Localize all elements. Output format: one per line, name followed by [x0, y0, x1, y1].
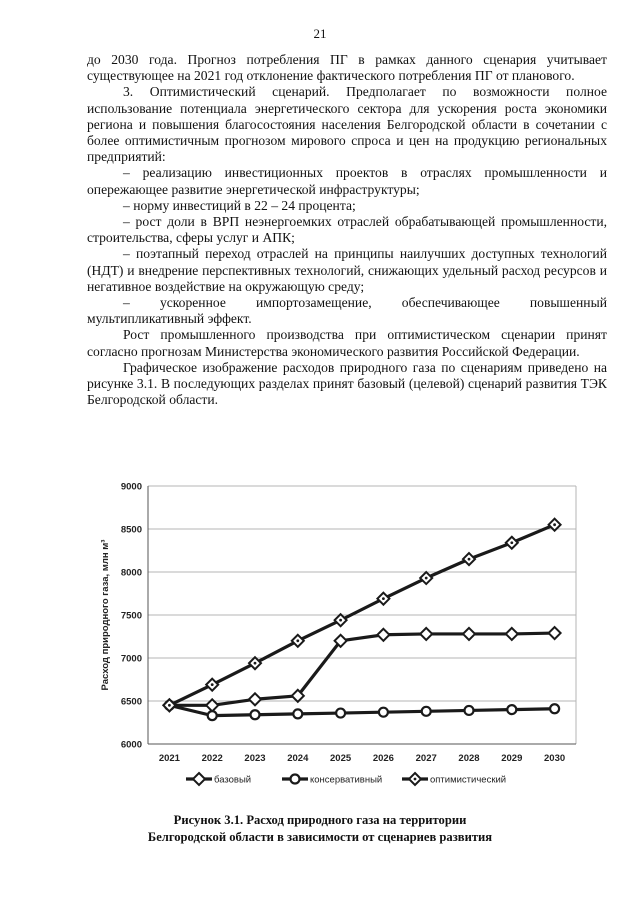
legend-item [186, 773, 251, 786]
x-tick-label: 2025 [330, 753, 352, 764]
data-point [463, 628, 475, 640]
y-tick-label: 7000 [120, 653, 142, 665]
data-point [293, 709, 302, 718]
gas-consumption-chart [86, 476, 586, 798]
y-tick-label: 7500 [120, 610, 142, 622]
paragraph: Графическое изображение расходов природного газа по сценариям приведено на рисунке 3.1. В последующих разделах принят базовый (целевой) сценарий развития ТЭК Белгородской области. [87, 359, 607, 408]
data-point-dot [254, 662, 257, 665]
legend-item [282, 775, 382, 786]
list-item: – норму инвестиций в 22 – 24 процента; [123, 197, 356, 213]
data-point-dot [510, 541, 513, 544]
data-point [420, 628, 432, 640]
x-tick-label: 2021 [158, 753, 180, 764]
x-tick-label: 2030 [544, 753, 566, 764]
y-axis-label: Расход природного газа, млн м³ [100, 539, 111, 691]
x-tick-label: 2023 [244, 753, 266, 764]
list-item: – реализацию инвестиционных проектов в отраслях промышленности и опережающее развитие энергетической инфраструктуры; [87, 165, 607, 197]
data-point-dot [425, 577, 428, 580]
data-point-dot [382, 597, 385, 600]
x-tick-label: 2027 [415, 753, 437, 764]
data-point-dot [168, 704, 171, 707]
data-point [507, 705, 516, 714]
paragraph: до 2030 года. Прогноз потребления ПГ в рамках данного сценария учитывает существующее на 2021 год отклонение фактического потребления ПГ от планового. [87, 52, 607, 84]
body-text [87, 52, 607, 408]
data-point-dot [339, 619, 342, 622]
data-point [550, 704, 559, 713]
legend-item [402, 773, 506, 786]
legend-label: консервативный [310, 774, 383, 786]
data-point [549, 627, 561, 639]
data-point [193, 773, 205, 785]
data-point-dot [553, 523, 556, 526]
data-point [422, 707, 431, 716]
figure-caption [0, 812, 640, 846]
page-number: 21 [313, 26, 327, 41]
list-item: – ускоренное импортозамещение, обеспечивающее повышенный мультипликативный эффект. [87, 295, 607, 327]
data-point [465, 706, 474, 715]
y-tick-label: 9000 [120, 481, 142, 493]
list-item: – поэтапный переход отраслей на принципы наилучших доступных технологий (НДТ) и внедрение перспективных технологий, снижающих удельный расход ресурсов и негативное воздействие на окружающую среду; [87, 246, 607, 294]
paragraph: 3. Оптимистический сценарий. Предполагает по возможности полное использование потенциала энергетического сектора для ускорения роста экономики региона и повышения благосостояния населения Белгородской области в сочетании с более оптимистичным прогнозом мирового спроса и цен на продукцию региональных предприятий: [87, 84, 607, 165]
legend-label: базовый [214, 774, 252, 786]
caption-line-2: Белгородской области в зависимости от сценариев развития [147, 830, 493, 844]
x-tick-label: 2029 [501, 753, 523, 764]
data-point [506, 628, 518, 640]
list-item: – рост доли в ВРП неэнергоемких отраслей обрабатывающей промышленности, строительства, сферы услуг и АПК; [87, 214, 607, 246]
y-tick-label: 8000 [120, 567, 142, 579]
data-point-dot [414, 778, 417, 781]
data-point [208, 711, 217, 720]
x-tick-label: 2022 [201, 753, 223, 764]
y-tick-label: 6500 [120, 696, 142, 708]
legend-label: оптимистический [430, 774, 507, 786]
data-point [379, 708, 388, 717]
x-tick-label: 2028 [458, 753, 480, 764]
data-point [249, 693, 261, 705]
x-tick-label: 2024 [287, 753, 309, 764]
data-point [336, 709, 345, 718]
y-tick-label: 8500 [120, 524, 142, 536]
series-базовый [163, 627, 560, 711]
series-line [169, 705, 554, 715]
y-tick-label: 6000 [120, 739, 142, 751]
x-tick-label: 2026 [372, 753, 394, 764]
caption-line-1: Рисунок 3.1. Расход природного газа на территории [173, 813, 467, 827]
data-point [251, 710, 260, 719]
series-line [169, 633, 554, 705]
data-point-dot [296, 639, 299, 642]
paragraph: Рост промышленного производства при оптимистическом сценарии принят согласно прогнозам Министерства экономического развития Российской Федерации. [87, 327, 607, 359]
data-point [291, 775, 300, 784]
data-point [377, 629, 389, 641]
data-point-dot [211, 683, 214, 686]
data-point-dot [468, 558, 471, 561]
